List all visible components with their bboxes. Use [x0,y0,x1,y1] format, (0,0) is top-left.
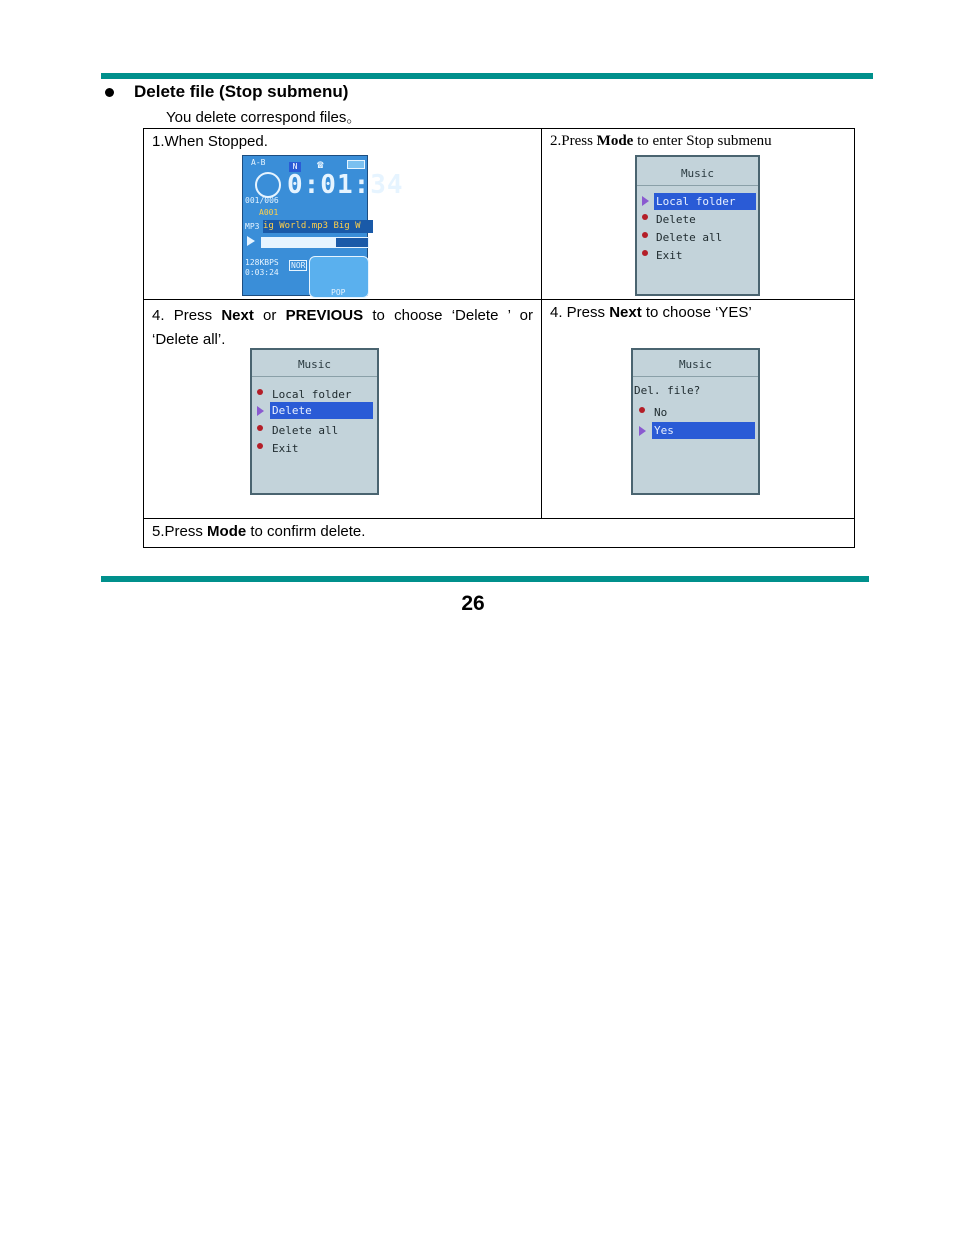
step-2-key: Mode [596,133,634,149]
play-icon [247,236,255,246]
bullet-icon [639,407,645,413]
eq-label: POP [331,288,346,297]
menu-item-delete-all[interactable]: Delete all [656,231,723,244]
menu-item-delete[interactable]: Delete [270,402,373,419]
menu-divider [252,376,377,377]
bullet-icon [642,250,648,256]
player-screen [242,155,404,297]
selection-arrow-icon [639,426,646,436]
menu-screen-stop [635,155,760,296]
mode-badge: N [289,162,301,172]
bitrate-label: 128KBPS [245,258,279,267]
selection-arrow-icon [642,196,649,206]
confirm-delete-screen [631,348,760,495]
step-3-key-previous: PREVIOUS [285,307,364,324]
headphone-icon: ☎ [317,158,324,171]
bullet-icon [257,425,263,431]
section-title: Delete file (Stop submenu) [134,82,349,101]
format-label: MP3 [245,222,260,231]
menu-item-delete-all[interactable]: Delete all [272,424,339,437]
bottom-rule [101,576,869,582]
menu-divider [633,376,758,377]
step-5-text-b: to confirm delete. [246,523,366,540]
menu-screen-delete [250,348,379,495]
option-no[interactable]: No [654,406,668,419]
progress-bar [261,237,369,248]
step-4-text-a: 4. Press [550,304,610,321]
track-counter: 001/006 [245,196,279,205]
bullet-icon [257,389,263,395]
step-1-text: 1.When Stopped. [152,133,268,150]
step-3-key-next: Next [221,307,254,324]
menu-item-delete[interactable]: Delete [656,213,696,226]
menu-title: Music [680,167,715,180]
selection-arrow-icon [257,406,264,416]
delete-question: Del. file? [634,384,701,397]
menu-item-exit[interactable]: Exit [656,249,683,262]
bullet-icon [105,88,114,97]
ab-repeat-label: A-B [251,158,266,167]
section-heading [105,82,348,102]
step-3-text-b: or [253,307,286,324]
menu-item-local-folder[interactable]: Local folder [654,193,756,210]
step-5-key: Mode [207,523,247,540]
option-yes[interactable]: Yes [652,422,755,439]
page-number: 26 [461,592,485,615]
step-2-text-b: to enter Stop submenu [633,133,772,149]
total-time: 0:03:24 [245,268,279,277]
nor-label: NOR [291,261,306,270]
menu-item-local-folder[interactable]: Local folder [272,388,352,401]
step-3-text-c: to choose ‘Delete ’ or ‘Delete all’. [152,307,533,348]
step-4-key: Next [609,304,642,321]
menu-title: Music [297,358,332,371]
step-4-text-b: to choose ‘YES’ [641,304,752,321]
battery-icon [347,160,365,169]
elapsed-time: 0:01:34 [287,170,404,200]
bullet-icon [257,443,263,449]
step-5-cell [144,519,855,548]
song-title: ig World.mp3 Big W [263,220,373,233]
step-5-text-a: 5.Press [152,523,208,540]
disc-icon [255,172,281,198]
intro-text: You delete correspond files。 [166,109,362,126]
step-3-text-a: 4. Press [152,307,222,324]
step-2-text-a: 2.Press [550,133,597,149]
menu-divider [637,185,758,186]
progress-fill [262,238,336,247]
top-rule [101,73,873,79]
menu-title: Music [678,358,713,371]
bullet-icon [642,232,648,238]
menu-item-exit[interactable]: Exit [272,442,299,455]
bullet-icon [642,214,648,220]
folder-label: A001 [259,208,279,217]
